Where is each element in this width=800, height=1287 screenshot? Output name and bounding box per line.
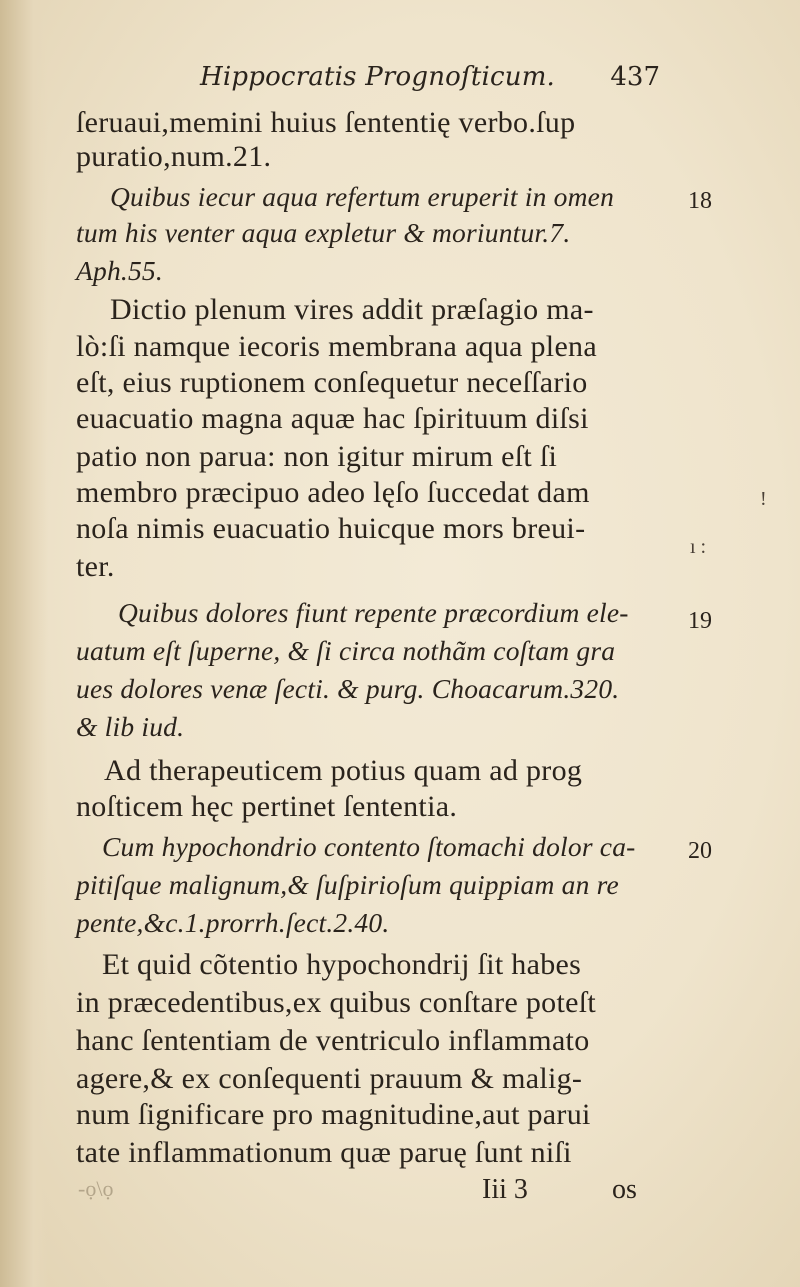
- margin-number: 19: [688, 608, 712, 634]
- aphorism-line: Aph.55.: [76, 255, 163, 286]
- text-line: Ad therapeuticem potius quam ad prog: [104, 754, 583, 787]
- aphorism-line: Quibus iecur aqua refertum eruperit in omen: [110, 181, 615, 212]
- text-line: noſticem hęc pertinet ſententia.: [76, 790, 458, 823]
- aphorism-line: uatum eſt ſuperne, & ſi circa nothãm coſtam gra: [76, 635, 616, 666]
- text-line: ter.: [76, 550, 115, 583]
- text-line: ſeruaui,memini huius ſententię verbo.ſup: [76, 106, 576, 139]
- text-line: patio non parua: non igitur mirum eſt ſi: [76, 440, 558, 473]
- aphorism-line: tum his venter aqua expletur & moriuntur.7.: [76, 217, 571, 248]
- aphorism-line: ues dolores venæ ſecti. & purg. Choacarum.320.: [76, 673, 620, 704]
- margin-number: 20: [688, 838, 712, 864]
- signature-mark: Iii 3: [482, 1174, 528, 1205]
- text-line: puratio,num.21.: [76, 140, 272, 173]
- aphorism-line: pitiſque malignum,& ſuſpirioſum quippiam an re: [76, 869, 619, 900]
- text-line: lò:ſi namque iecoris membrana aqua plena: [76, 330, 597, 363]
- text-line: eſt, eius ruptionem conſequetur neceſſario: [76, 366, 588, 399]
- text-line: agere,& ex conſequenti prauum & malig-: [76, 1062, 583, 1095]
- text-line: Et quid cõtentio hypochondrij ſit habes: [102, 948, 582, 981]
- aphorism-line: pente,&c.1.prorrh.ſect.2.40.: [76, 907, 390, 938]
- text-line: num ſignificare pro magnitudine,aut parui: [76, 1098, 591, 1131]
- text-line: in præcedentibus,ex quibus conſtare poteſt: [76, 986, 596, 1019]
- text-line: noſa nimis euacuatio huicque mors breui-: [76, 512, 586, 545]
- bleed-through-mark: -ọ\ọ: [78, 1176, 114, 1201]
- aphorism-line: & lib iud.: [76, 711, 185, 742]
- aphorism-line: Cum hypochondrio contento ſtomachi dolor ca-: [102, 831, 636, 862]
- margin-mark: ı :: [690, 536, 707, 558]
- text-line: tate inflammationum quæ paruę ſunt niſi: [76, 1136, 572, 1169]
- text-line: euacuatio magna aquæ hac ſpirituum diſsi: [76, 402, 589, 435]
- running-title: Hippocratis Prognoſticum.: [200, 62, 556, 92]
- running-header: [200, 62, 660, 98]
- text-line: Dictio plenum vires addit præſagio ma-: [110, 293, 594, 326]
- page-number: 437: [610, 62, 660, 92]
- catchword: os: [612, 1174, 637, 1205]
- aphorism-line: Quibus dolores fiunt repente præcordium ele-: [118, 597, 629, 628]
- margin-mark: !: [760, 488, 767, 510]
- page-gutter-shadow: [0, 0, 48, 1287]
- text-line: membro præcipuo adeo lęſo ſuccedat dam: [76, 476, 590, 509]
- text-line: hanc ſententiam de ventriculo inflammato: [76, 1024, 590, 1057]
- margin-number: 18: [688, 188, 712, 214]
